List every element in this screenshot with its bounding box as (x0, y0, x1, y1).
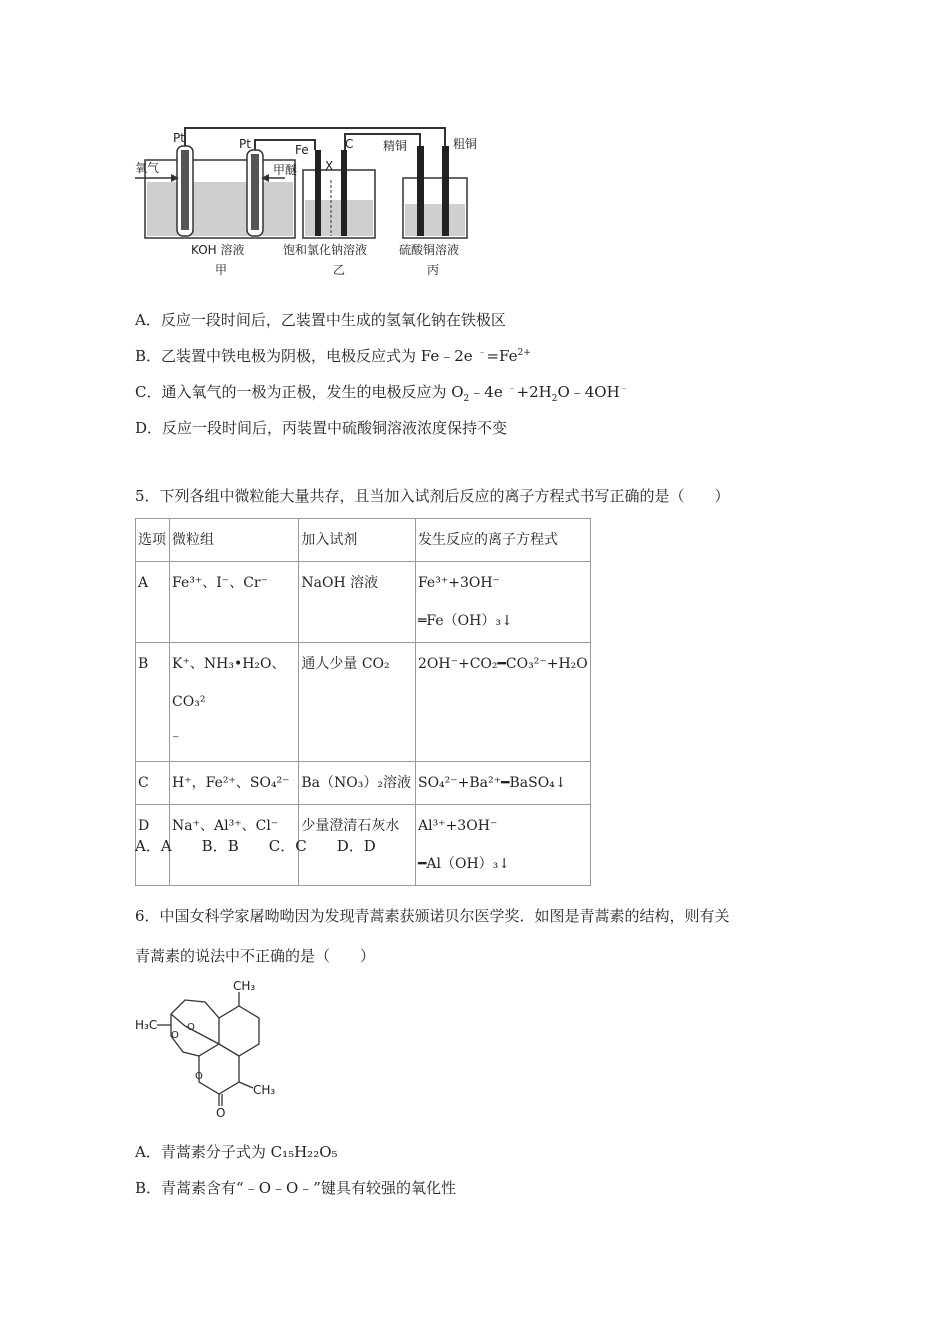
row-particles: Fe³⁺、I⁻、Cr⁻ (170, 562, 299, 643)
crude-copper-label: 粗铜 (453, 137, 478, 151)
pt-right-label: Pt (239, 137, 251, 151)
q4-option-b: B．乙装置中铁电极为阴极，电极反应式为 Fe﹣2e $^﹣=Fe^{2+}$ (135, 347, 531, 365)
row-option: A (136, 562, 170, 643)
table-row (136, 562, 591, 643)
answer-d: D．D (336, 837, 376, 855)
header-particles: 微粒组 (170, 519, 299, 562)
header-option: 选项 (136, 519, 170, 562)
pt-left-label: Pt (173, 131, 185, 145)
q6-option-b: B．青蒿素含有“﹣O﹣O﹣”键具有较强的氧化性 (135, 1179, 456, 1197)
header-equation: 发生反应的离子方程式 (415, 519, 590, 562)
oxygen-label: 氧气 (135, 161, 160, 175)
ch3-top-label: CH₃ (233, 979, 256, 993)
q6-stem-line1: 6．中国女科学家屠呦呦因为发现青蒿素获颁诺贝尔医学奖．如图是青蒿素的结构，则有关 (135, 907, 730, 925)
q4-option-a: A．反应一段时间后，乙装置中生成的氢氧化钠在铁极区 (135, 311, 506, 329)
electrolysis-apparatus-diagram (135, 120, 480, 280)
row-reagent: NaOH 溶液 (299, 562, 416, 643)
ion-reaction-table (135, 518, 591, 886)
fe-label: Fe (295, 143, 309, 157)
row-equation: Fe³⁺+3OH⁻ ═Fe（OH）₃↓ (415, 562, 590, 643)
row-particles: H⁺，Fe²⁺、SO₄²⁻ (170, 762, 299, 805)
q5-stem: 5．下列各组中微粒能大量共存，且当加入试剂后反应的离子方程式书写正确的是（ ） (135, 487, 730, 505)
row-equation: 2OH⁻+CO₂━CO₃²⁻+H₂O (415, 643, 590, 762)
jia-label: 甲 (215, 263, 228, 277)
q6-option-a: A．青蒿素分子式为 C₁₅H₂₂O₅ (135, 1143, 338, 1161)
header-reagent: 加入试剂 (299, 519, 416, 562)
row-equation: Al³⁺+3OH⁻ ━Al（OH）₃↓ (415, 805, 590, 886)
q6-stem-line2: 青蒿素的说法中不正确的是（ ） (135, 947, 376, 965)
svg-text:O: O (195, 1071, 203, 1082)
answer-a: A．A (135, 837, 172, 855)
yi-label: 乙 (333, 263, 346, 277)
refined-copper-label: 精铜 (383, 139, 408, 153)
h3c-left-label: H₃C (135, 1018, 158, 1032)
answer-b: B．B (201, 837, 239, 855)
row-option: B (136, 643, 170, 762)
row-option: C (136, 762, 170, 805)
svg-text:O: O (171, 1030, 179, 1041)
q5-answers (135, 836, 406, 856)
table-row (136, 762, 591, 805)
q4-option-d: D．反应一段时间后，丙装置中硫酸铜溶液浓度保持不变 (135, 419, 508, 437)
cuso4-label: 硫酸铜溶液 (399, 243, 460, 257)
row-reagent: 通人少量 CO₂ (299, 643, 416, 762)
q4-option-c: C．通入氧气的一极为正极，发生的电极反应为 $O_2﹣4e$ $^﹣+2H_2O﹣4OH^﹣$ (135, 383, 629, 404)
row-option: D (136, 805, 170, 886)
row-reagent: 少量澄清石灰水 (299, 805, 416, 886)
koh-label: KOH 溶液 (191, 243, 245, 257)
table-header-row (136, 519, 591, 562)
table-row (136, 643, 591, 762)
artemisinin-structure-diagram (135, 978, 285, 1118)
ch3-right-label: CH₃ (253, 1083, 276, 1097)
x-label: X (325, 159, 334, 173)
row-particles: Na⁺、Al³⁺、Cl⁻ (170, 805, 299, 886)
answer-c: C．C (268, 837, 307, 855)
nacl-label: 饱和氯化钠溶液 (283, 243, 368, 257)
row-equation: SO₄²⁻+Ba²⁺━BaSO₄↓ (415, 762, 590, 805)
c-label: C (345, 137, 354, 151)
row-particles: K⁺、NH₃•H₂O、CO₃² ⁻ (170, 643, 299, 762)
bing-label: 丙 (427, 263, 440, 277)
dimethyl-ether-label: 甲醚 (273, 163, 298, 177)
svg-text:O: O (187, 1022, 195, 1033)
o-bottom-label: O (216, 1106, 226, 1118)
row-reagent: Ba（NO₃）₂溶液 (299, 762, 416, 805)
